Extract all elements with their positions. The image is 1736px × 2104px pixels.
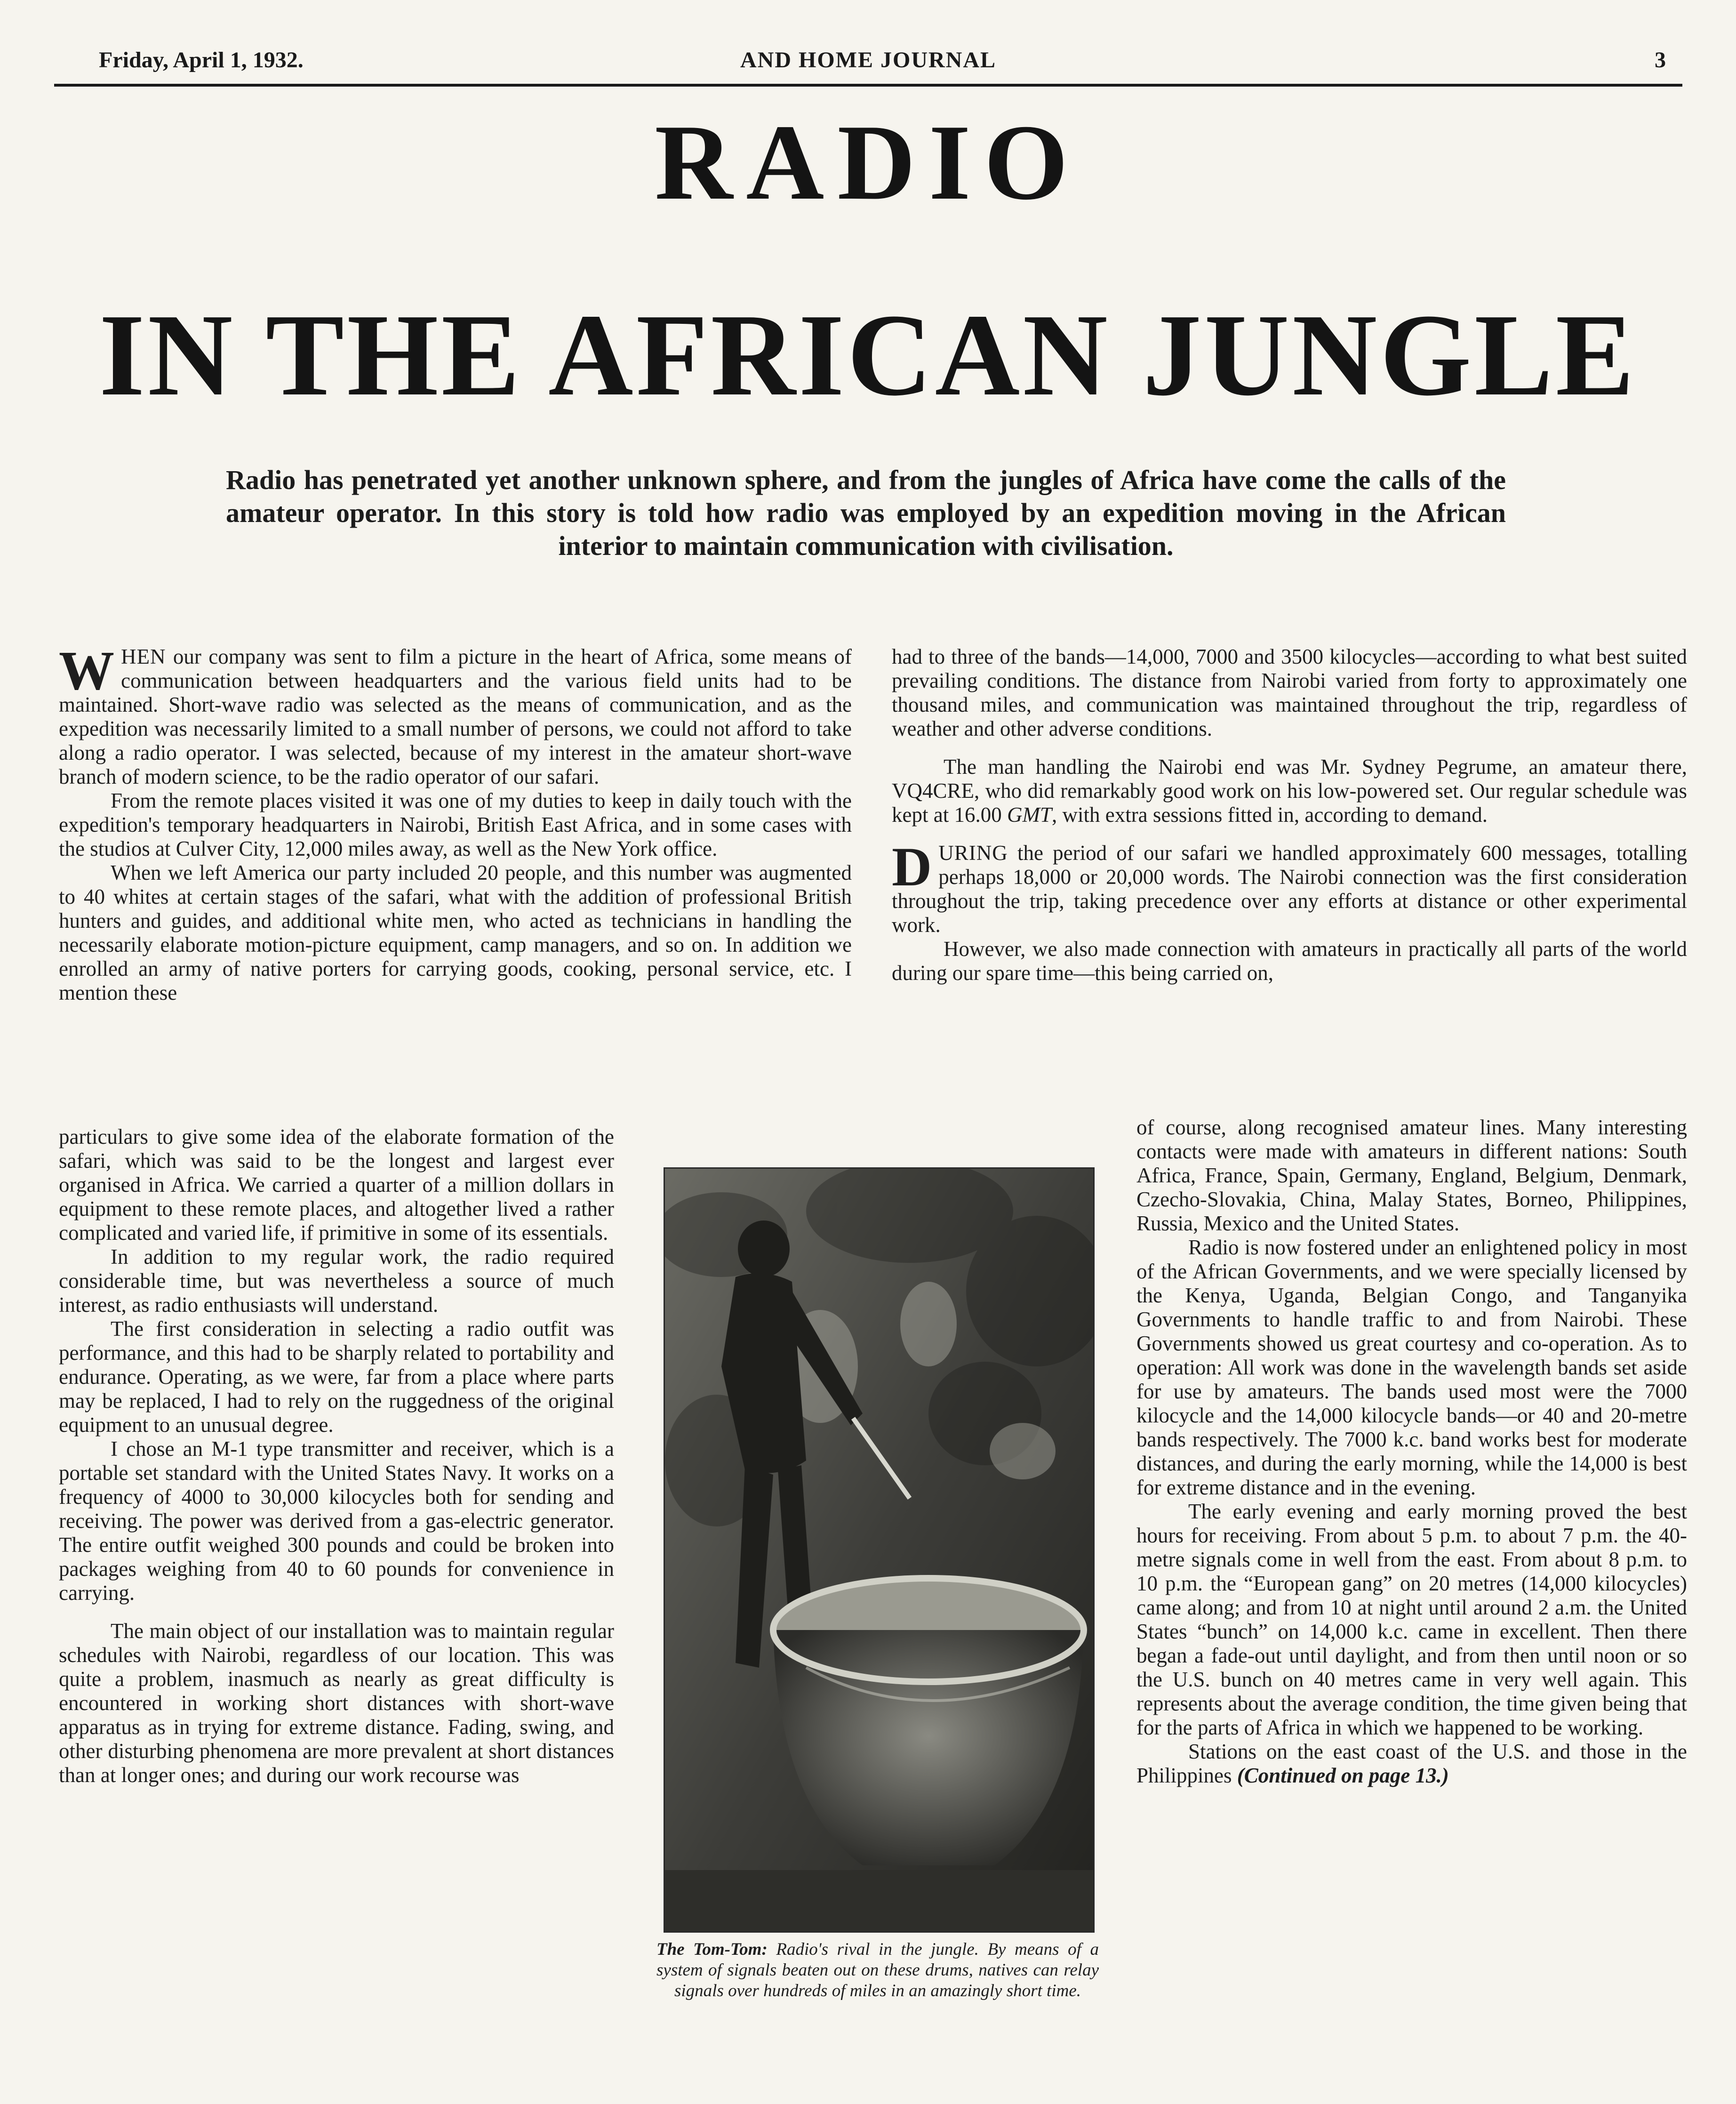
continued-notice: (Continued on page 13.) [1237,1764,1449,1787]
column-1 [59,640,852,1005]
paragraph-text: , with extra sessions fitted in, according to demand. [1051,803,1488,827]
paragraph: When we left America our party included 20 people, and this number was augmented to 40 whites at certain stages of the safari, what with the addition of professional British hunters and guides, and additional white men, who acted as technicians in handling the necessarily elaborate motion-picture equipment, camp managers, and so on. In addition we enrolled an army of native porters for carrying goods, cooking, personal service, etc. I mention these [59,861,852,1004]
paragraph-text: our company was sent to film a picture in the heart of Africa, some means of communication between headquarters and the various field units had to be maintained. Short-wave radio was selected as the means of communication, and as the expedition was necessarily limited to a small number of persons, we could not afford to take along a radio operator. I was selected, because of my interest in the amateur short-wave branch of modern science, to be the radio operator of our safari. [59,645,852,788]
headline-line-1: RADIO [655,102,1081,222]
paragraph [892,836,1687,937]
page-header [56,47,1680,89]
paragraph-text: The man handling the Nairobi end was Mr. Sydney Pegrume, an amateur there, VQ4CRE, who did remarkably good work on his low-powered set. Our regular schedule was kept at 16.00 [892,755,1687,827]
paragraph [1136,1740,1687,1788]
issue-date: Friday, April 1, 1932. [99,48,304,72]
paragraph: particulars to give some idea of the elaborate formation of the safari, which was said to be the longest and largest ever organised in Africa. We carried a quarter of a million dollars in equipment to these remote places, and altogether lived a rather complicated and varied life, if primitive in some of its essentials. [59,1125,614,1245]
paragraph [892,755,1687,827]
lead-word: URING [938,841,1008,865]
paragraph [59,640,852,789]
column-2-narrow [1136,1116,1687,1788]
lead-word: HEN [121,645,166,668]
intro-standfirst: Radio has penetrated yet another unknown sphere, and from the jungles of Africa have come the calls of the amateur operator. In this story is told how radio was employed by an expedition moving in the African interior to maintain communication with civilisation. [226,465,1506,561]
paragraph: The main object of our installation was to maintain regular schedules with Nairobi, regardless of our location. This was quite a problem, inasmuch as nearly as great difficulty is encountered in working short distances with short-wave apparatus as in trying for extreme distance. Fading, swing, and other disturbing phenomena are more prevalent at short distances than at longer ones; and during our work recourse was [59,1619,614,1787]
caption-text: Radio's rival in the jungle. By means of a system of signals beaten out on these drums, natives can relay signals over hundreds of miles in an amazingly short time. [656,1940,1099,2000]
paragraph: The first consideration in selecting a radio outfit was performance, and this had to be sharply related to portability and endurance. Operating, as we were, far from a place where parts may be replaced, I had to rely on the ruggedness of the original equipment to an unusual degree. [59,1317,614,1437]
paragraph: The early evening and early morning proved the best hours for receiving. From about 5 p.m. to about 7 p.m. the 40-metre signals come in well from the east. From about 8 p.m. to 10 p.m. the “European gang” on 20 metres (14,000 kilocycles) came along; and from 10 at night until around 2 a.m. the United States “bunch” on 14,000 k.c. came in excellent. Then there began a fade-out until daylight, and from then until noon or so the U.S. bunch on 40 metres came in very well again. This represents about the average condition, the time given being that for the parts of Africa in which we happened to be working. [1136,1500,1687,1739]
paragraph-text: Stations on the east coast of the U.S. and those in the Philippines [1136,1740,1687,1787]
header-rule [54,84,1682,87]
photo-caption [656,1939,1099,2001]
paragraph-text: the period of our safari we handled approximately 600 messages, totalling perhaps 18,000 or 20,000 words. The Nairobi connection was the first consideration throughout the trip, taking precedence over any efforts at distance or other experimental work. [892,841,1687,937]
gmt-text: GMT [1007,803,1052,827]
photograph-image [665,1169,1093,1931]
page-number: 3 [1655,48,1666,72]
column-2 [892,645,1687,985]
paragraph: I chose an M-1 type transmitter and receiver, which is a portable set standard with the United States Navy. It works on a frequency of 4000 to 30,000 kilocycles both for sending and receiving. The power was derived from a gas-electric generator. The entire outfit weighed 300 pounds and could be broken into packages weighing from 40 to 60 pounds for convenience in carrying. [59,1437,614,1605]
paragraph: From the remote places visited it was one of my duties to keep in daily touch with the expedition's temporary headquarters in Nairobi, British East Africa, and in some cases with the studios at Culver City, 12,000 miles away, as well as the New York office. [59,789,852,860]
caption-lead: The Tom-Tom: [656,1940,768,1959]
paragraph: In addition to my regular work, the radio required considerable time, but was nevertheless a source of much interest, as radio enthusiasts will understand. [59,1245,614,1317]
paragraph: However, we also made connection with amateurs in practically all parts of the world during our spare time—this being carried on, [892,937,1687,985]
journal-name: AND HOME JOURNAL [740,48,996,72]
paragraph: Radio is now fostered under an enlightened policy in most of the African Governments, and we were specially licensed by the Kenya, Uganda, Belgian Congo, and Tanganyika Governments to handle traffic to and from Nairobi. These Governments showed us great courtesy and co-operation. As to operation: All work was done in the wavelength bands set aside for use by amateurs. The bands used most were the 7000 kilocycle and the 14,000 kilocycle bands—or 40 and 20-metre bands respectively. The 7000 k.c. band works best for moderate distances, and during the early morning, while the 14,000 is best for extreme distance and in the evening. [1136,1236,1687,1499]
drop-cap: D [892,836,932,898]
tom-tom-photograph [664,1167,1095,1933]
column-1-narrow [59,1125,614,1787]
drop-cap: W [59,640,114,701]
headline-line-2: IN THE AFRICAN JUNGLE [99,290,1637,420]
paragraph: of course, along recognised amateur lines. Many interesting contacts were made with amateurs in different nations: South Africa, France, Spain, Germany, England, Belgium, Denmark, Czecho-Slovakia, China, Malay States, Borneo, Philippines, Russia, Mexico and the United States. [1136,1116,1687,1235]
paragraph: had to three of the bands—14,000, 7000 and 3500 kilocycles—according to what best suited prevailing conditions. The distance from Nairobi varied from forty to approximately one thousand miles, and communication was maintained throughout the trip, regardless of weather and other adverse conditions. [892,645,1687,740]
